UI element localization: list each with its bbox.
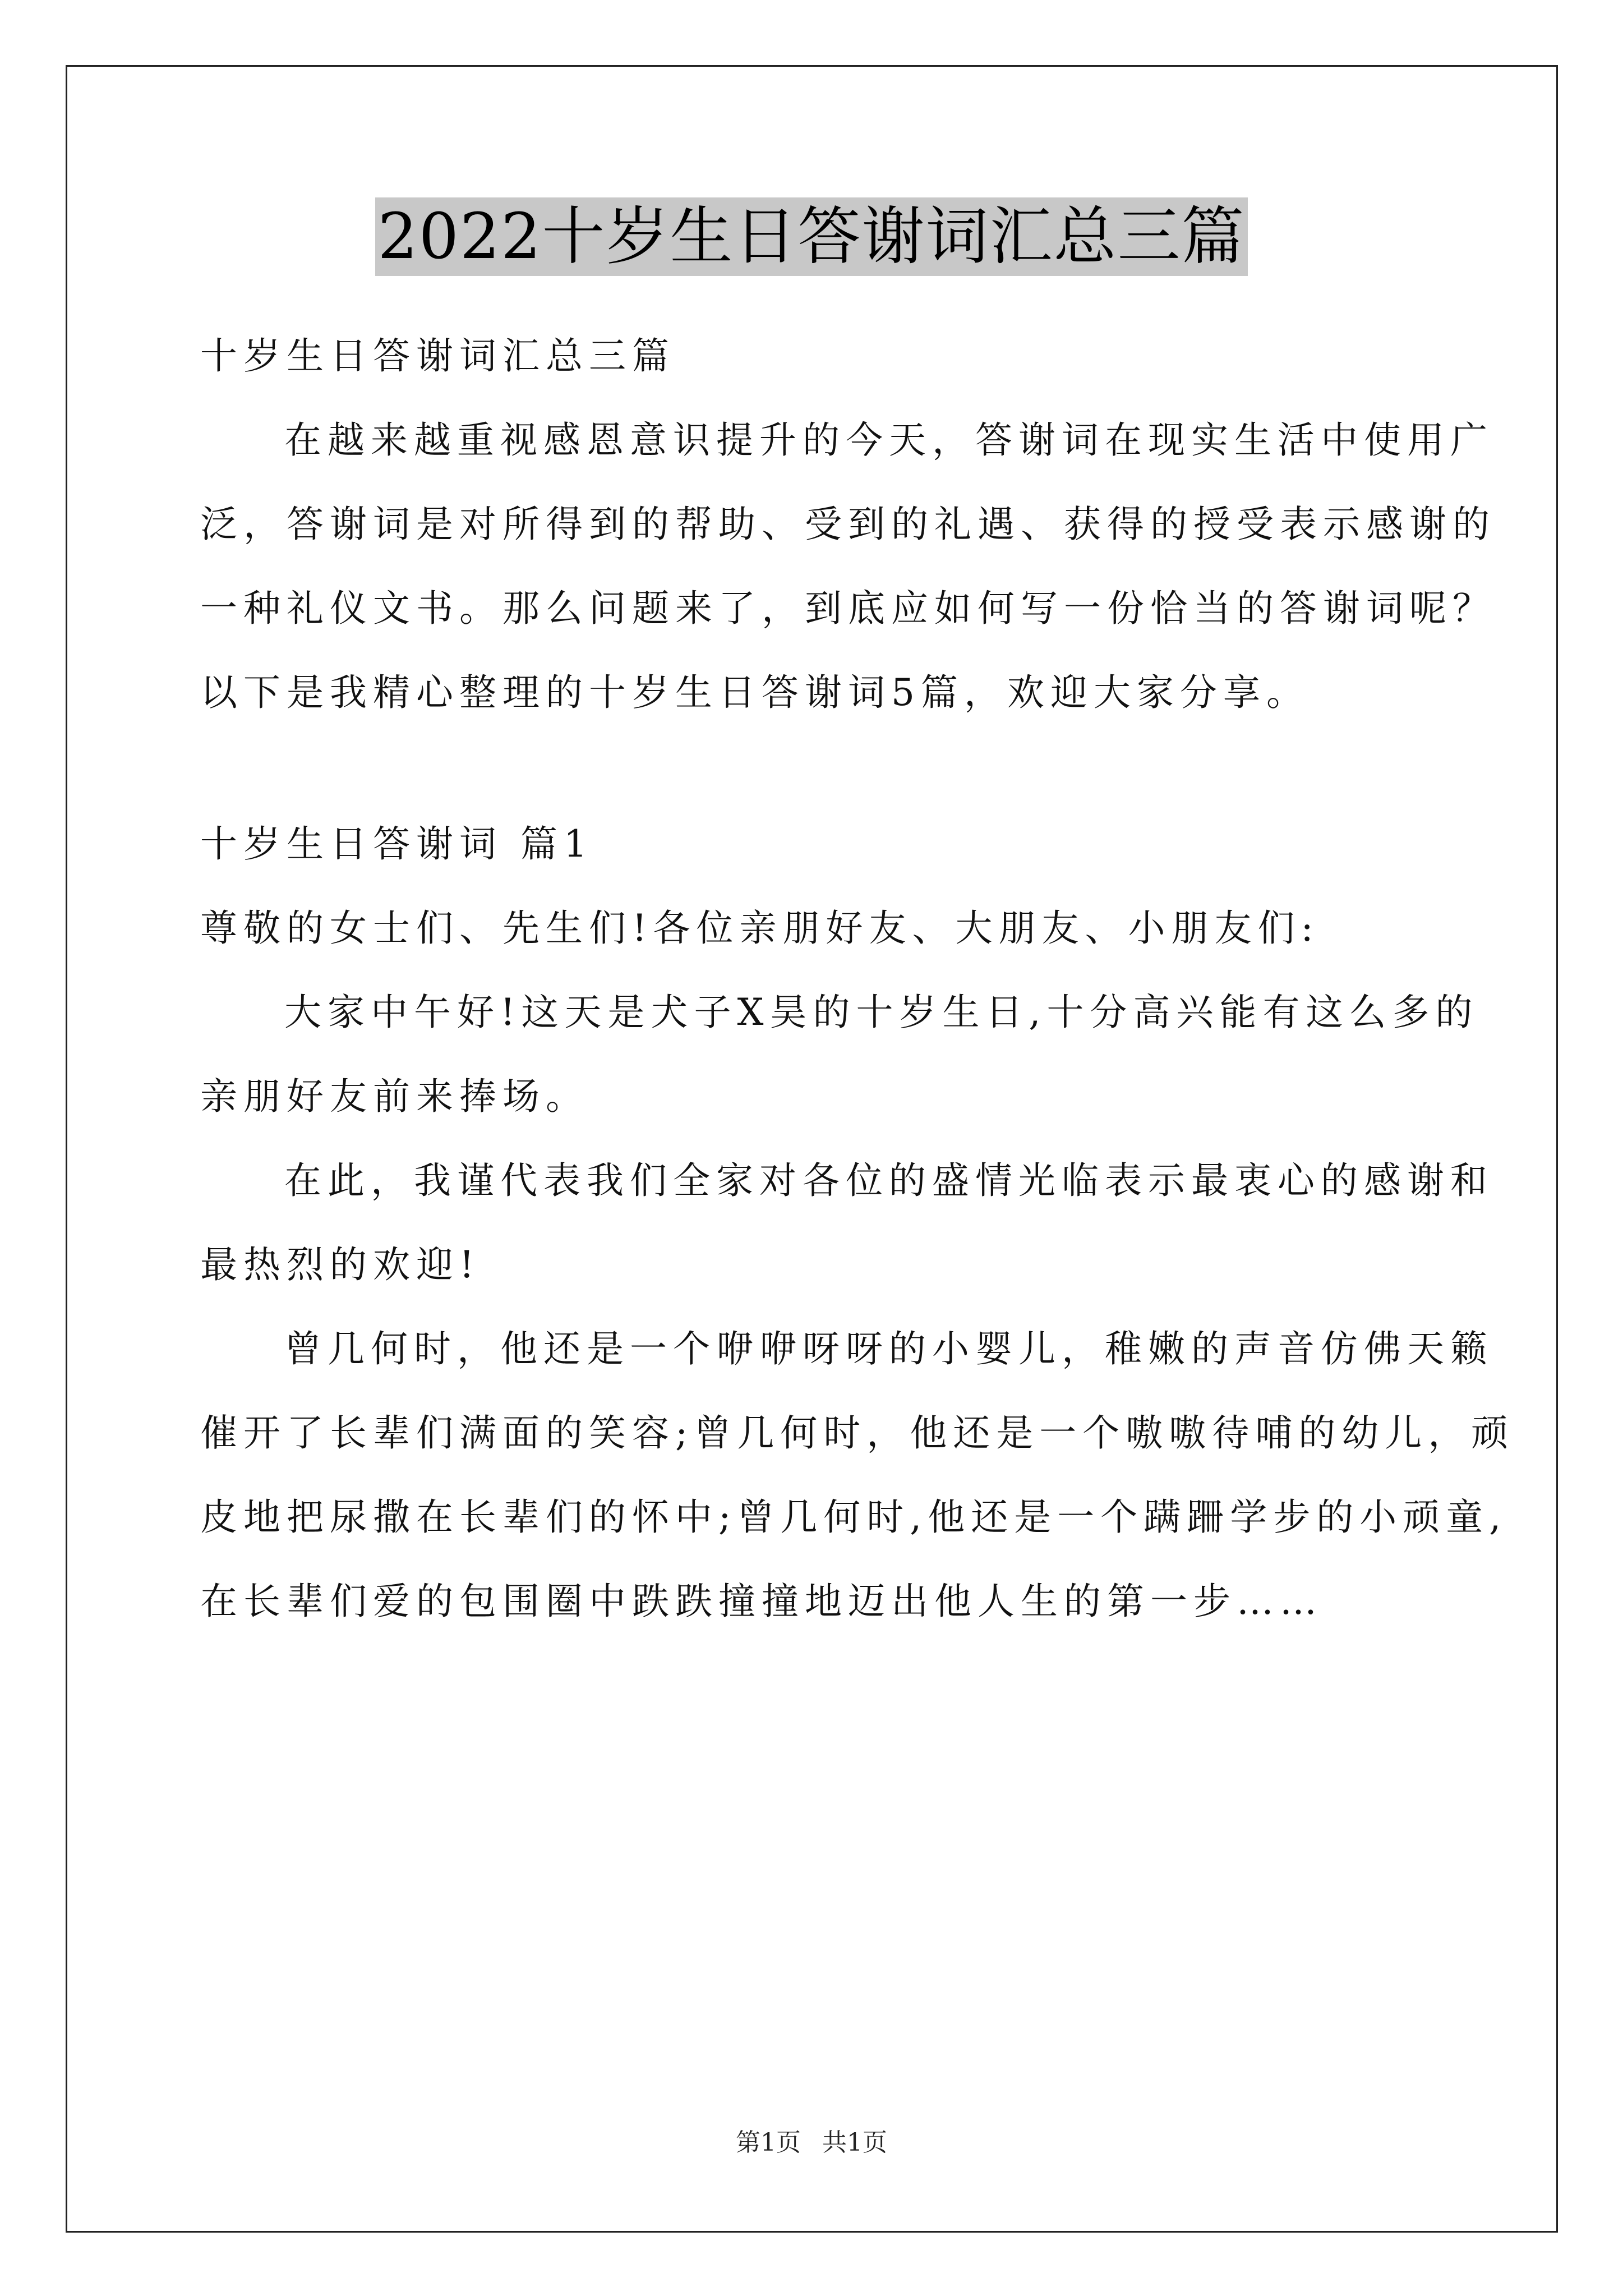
- intro-line-4: 以下是我精心整理的十岁生日答谢词5篇，欢迎大家分享。: [200, 671, 1310, 714]
- paragraph-3-line-2: 催开了长辈们满面的笑容;曾几何时，他还是一个嗷嗷待哺的幼儿，顽: [200, 1411, 1515, 1455]
- paragraph-2-line-1: 在此，我谨代表我们全家对各位的盛情光临表示最衷心的感谢和: [284, 1159, 1493, 1202]
- page-footer: [0, 2126, 1623, 2160]
- paragraph-2-line-2: 最热烈的欢迎!: [200, 1243, 481, 1286]
- salutation: 尊敬的女士们、先生们!各位亲朋好友、大朋友、小朋友们:: [200, 907, 1320, 950]
- paragraph-3-line-1: 曾几何时，他还是一个咿咿呀呀的小婴儿，稚嫩的声音仿佛天籁: [284, 1327, 1493, 1370]
- paragraph-3-line-3: 皮地把尿撒在长辈们的怀中;曾几何时,他还是一个蹒跚学步的小顽童,: [200, 1496, 1507, 1539]
- intro-line-3: 一种礼仪文书。那么问题来了，到底应如何写一份恰当的答谢词呢？: [200, 587, 1496, 630]
- section-spacer: [200, 735, 1434, 802]
- document-title: 2022十岁生日答谢词汇总三篇: [375, 197, 1247, 276]
- intro-line-1: 在越来越重视感恩意识提升的今天，答谢词在现实生活中使用广: [284, 418, 1493, 462]
- subtitle: 十岁生日答谢词汇总三篇: [200, 334, 675, 378]
- paragraph-3-line-4: 在长辈们爱的包围圈中跌跌撞撞地迈出他人生的第一步……: [200, 1580, 1323, 1623]
- title-container: [0, 197, 1623, 276]
- paragraph-1-line-1: 大家中午好!这天是犬子X昊的十岁生日,十分高兴能有这么多的: [284, 991, 1479, 1034]
- document-body: [200, 314, 1515, 1644]
- intro-line-2: 泛，答谢词是对所得到的帮助、受到的礼遇、获得的授受表示感谢的: [200, 503, 1496, 546]
- paragraph-1-line-2: 亲朋好友前来捧场。: [200, 1075, 589, 1118]
- section-heading: 十岁生日答谢词 篇1: [200, 822, 593, 866]
- page-number-total: 共1页: [822, 2128, 887, 2157]
- page-number-current: 第1页: [736, 2128, 801, 2157]
